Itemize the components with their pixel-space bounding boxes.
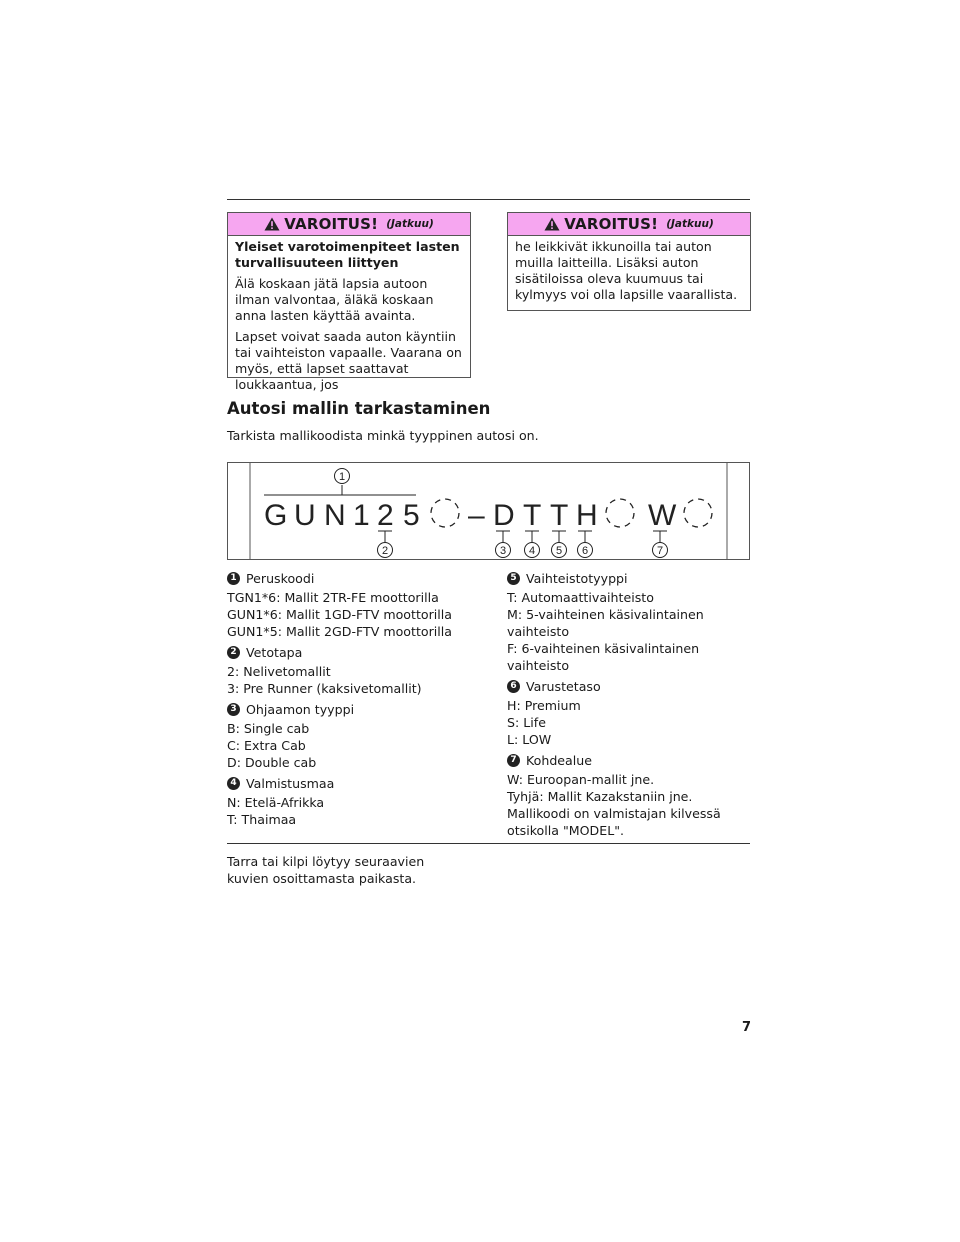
warning-continued: (Jatkuu): [386, 217, 434, 230]
legend-heading: Vetotapa: [246, 645, 303, 660]
legend-number-badge: 5: [507, 572, 520, 585]
legend-item-heading: [227, 775, 477, 792]
model-code-svg: [228, 463, 749, 559]
warning-box-right: [507, 212, 751, 311]
legend-line: 3: Pre Runner (kaksivetomallit): [227, 681, 422, 696]
legend-heading: Ohjaamon tyyppi: [246, 702, 355, 717]
callout-number: 7: [656, 545, 664, 557]
warning-continued: (Jatkuu): [666, 217, 714, 230]
legend-heading: Valmistusmaa: [246, 776, 335, 791]
placeholder-circle: [431, 499, 459, 527]
legend-number-badge: 3: [227, 703, 240, 716]
warning-triangle-icon: [264, 217, 280, 231]
legend-line: T: Automaattivaihteisto: [507, 590, 654, 605]
callout-number: 5: [555, 545, 563, 557]
legend-heading: Kohdealue: [526, 753, 593, 768]
legend-heading: Vaihteistotyyppi: [526, 571, 628, 586]
warning-body: [508, 236, 750, 314]
placeholder-circle: [684, 499, 712, 527]
warning-body: [228, 236, 470, 404]
warning-paragraph: Älä koskaan jätä lapsia autoon ilman valvontaa, äläkä koskaan anna lasten käyttää avainta.: [235, 276, 434, 323]
legend-number-badge: 1: [227, 572, 240, 585]
legend-line: S: Life: [507, 715, 546, 730]
legend-line: L: LOW: [507, 732, 552, 747]
legend-line: H: Premium: [507, 698, 581, 713]
warning-paragraph: Lapset voivat saada auton käyntiin tai vaihteiston vapaalle. Vaarana on myös, että lapset saattavat loukkaantua, jos: [235, 329, 462, 392]
placeholder-circle: [606, 499, 634, 527]
legend-item-heading: [507, 678, 757, 695]
legend-line: D: Double cab: [227, 755, 317, 770]
model-code-diagram: [227, 462, 750, 560]
warning-header: [228, 213, 470, 236]
callout-number: 3: [499, 545, 507, 557]
code-char: G: [264, 499, 288, 532]
code-char: W: [648, 499, 677, 532]
code-char: T: [523, 499, 542, 532]
footer-text: Tarra tai kilpi löytyy seuraavien kuvien osoittamasta paikasta.: [227, 854, 425, 886]
warning-title: VAROITUS!: [564, 214, 659, 233]
legend-item-heading: [227, 570, 477, 587]
legend-line: F: 6-vaihteinen käsivalintainen vaihteisto: [507, 641, 700, 673]
legend-item-heading: [227, 701, 477, 718]
callout-number: 1: [338, 471, 346, 483]
top-rule: [227, 199, 750, 200]
legend-left-column: [227, 570, 477, 828]
code-char: U: [294, 499, 316, 532]
legend-line: T: Thaimaa: [227, 812, 297, 827]
legend-line: B: Single cab: [227, 721, 310, 736]
callout-number: 6: [581, 545, 589, 557]
section-intro: Tarkista mallikoodista minkä tyyppinen autosi on.: [227, 428, 539, 443]
legend-item-heading: [227, 644, 477, 661]
code-char: –: [468, 499, 485, 532]
warning-title: VAROITUS!: [284, 214, 379, 233]
legend-number-badge: 2: [227, 646, 240, 659]
legend-line: GUN1*5: Mallit 2GD-FTV moottorilla: [227, 624, 452, 639]
bottom-rule: [227, 843, 750, 844]
legend-item-heading: [507, 752, 757, 769]
legend-line: TGN1*6: Mallit 2TR-FE moottorilla: [227, 590, 439, 605]
section-title: Autosi mallin tarkastaminen: [227, 399, 491, 418]
legend-line: C: Extra Cab: [227, 738, 306, 753]
legend-line: Mallikoodi on valmistajan kilvessä otsikolla "MODEL".: [507, 806, 721, 838]
callout-number: 2: [381, 545, 389, 557]
code-char: T: [550, 499, 569, 532]
warning-box-left: [227, 212, 471, 392]
warning-triangle-icon: [544, 217, 560, 231]
code-char: 2: [377, 499, 394, 532]
code-char: N: [324, 499, 346, 532]
page-number: 7: [742, 1020, 752, 1035]
legend-item-heading: [507, 570, 757, 587]
legend-line: GUN1*6: Mallit 1GD-FTV moottorilla: [227, 607, 452, 622]
warning-paragraph: he leikkivät ikkunoilla tai auton muilla laitteilla. Lisäksi auton sisätiloissa oleva kuumuus tai kylmyys voi olla lapsille vaarallista.: [515, 239, 738, 302]
legend-number-badge: 6: [507, 680, 520, 693]
legend-line: Tyhjä: Mallit Kazakstaniin jne.: [507, 789, 693, 804]
legend-right-column: [507, 570, 757, 839]
legend-number-badge: 7: [507, 754, 520, 767]
callout-number: 4: [528, 545, 536, 557]
legend-number-badge: 4: [227, 777, 240, 790]
legend-line: N: Etelä-Afrikka: [227, 795, 325, 810]
code-char: D: [493, 499, 515, 532]
legend-line: M: 5-vaihteinen käsivalintainen vaihteisto: [507, 607, 704, 639]
legend-line: 2: Nelivetomallit: [227, 664, 331, 679]
code-char: 1: [353, 499, 370, 532]
code-char: H: [576, 499, 598, 532]
legend-heading: Peruskoodi: [246, 571, 315, 586]
legend-heading: Varustetaso: [526, 679, 601, 694]
legend-line: W: Euroopan-mallit jne.: [507, 772, 655, 787]
code-char: 5: [403, 499, 420, 532]
warning-subheading: Yleiset varotoimenpiteet lasten turvallisuuteen liittyen: [235, 239, 460, 270]
warning-header: [508, 213, 750, 236]
